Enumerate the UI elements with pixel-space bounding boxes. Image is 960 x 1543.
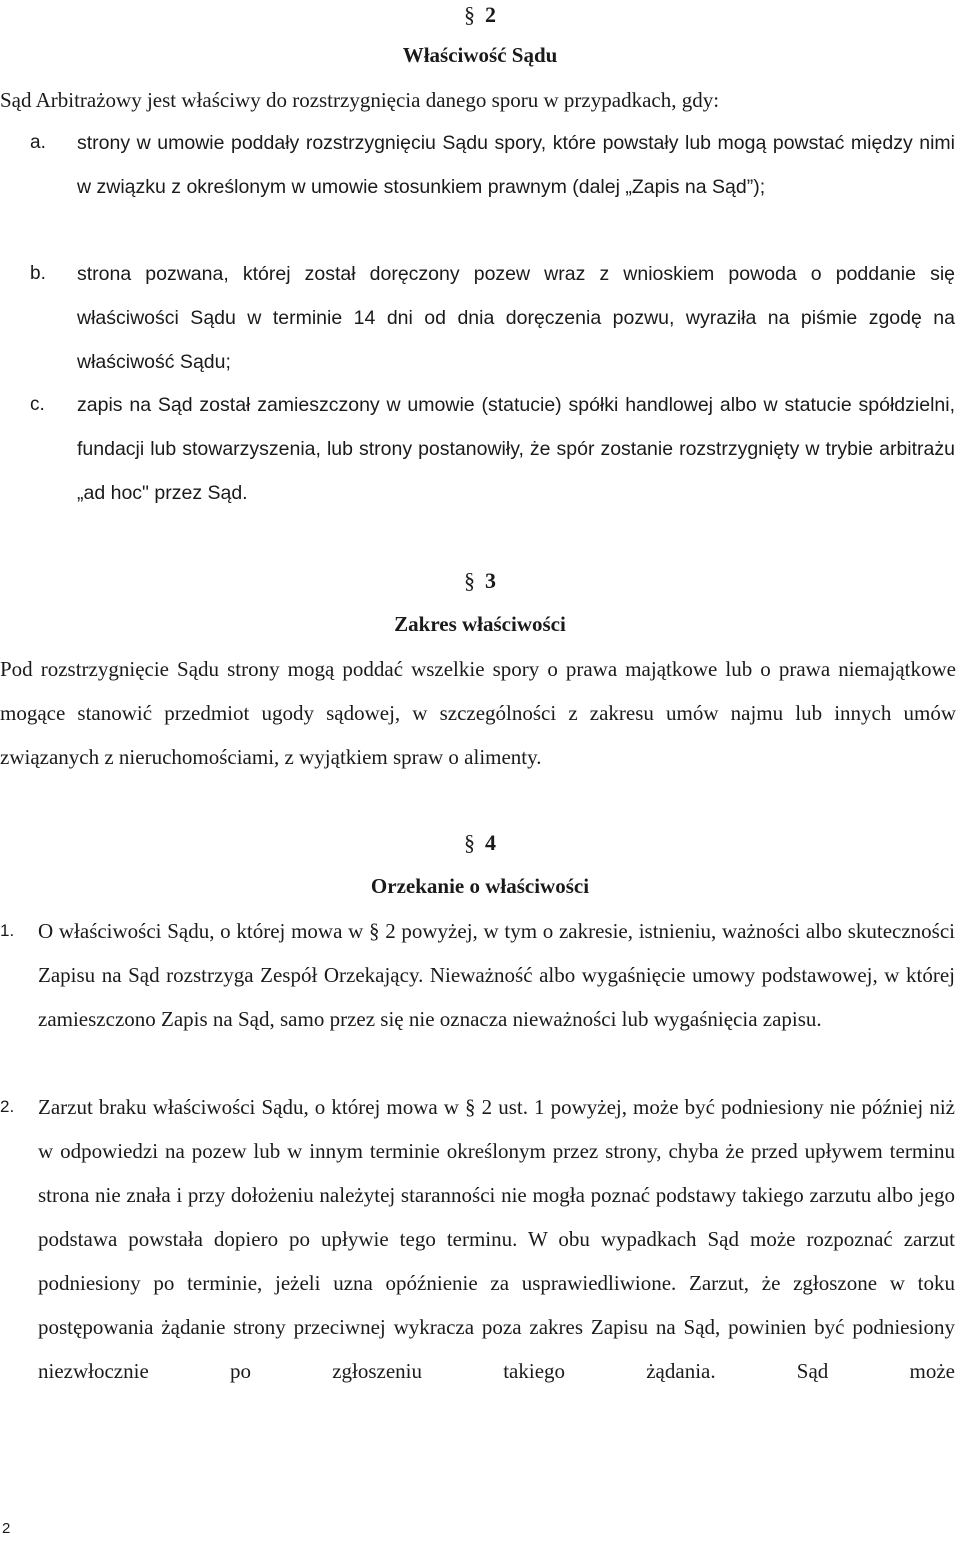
section-2-heading (0, 0, 960, 30)
list-marker: 2. (0, 1097, 15, 1116)
section-symbol: § (464, 830, 475, 855)
section-4-title: Orzekanie o właściwości (370, 874, 590, 898)
list-marker: b. (30, 263, 46, 284)
list-item-text: strony w umowie poddały rozstrzygnięciu Sądu spory, które powstały lub mogą powstać między nimi w związku z określonym w umowie stosunkiem prawnym (dalej „Zapis na Sąd”); (77, 132, 955, 198)
list-item-text: zapis na Sąd został zamieszczony w umowie (statucie) spółki handlowej albo w statucie spółdzielni, fundacji lub stowarzyszenia, lub strony postanowiły, że spór zostanie rozstrzygnięty w trybie arbitrażu „ad hoc" przez Sąd. (77, 394, 955, 504)
section-3-heading (0, 566, 960, 596)
list-item-text: Zarzut braku właściwości Sądu, o której mowa w § 2 ust. 1 powyżej, może być podniesiony nie później niż w odpowiedzi na pozew lub w innym terminie określonym przez strony, chyba że przed upływem terminu strona nie znała i przy dołożeniu należytej staranności nie mogła poznać podstawy takiego zarzutu albo jego podstawa powstała dopiero po upływie tego terminu. W obu wypadkach Sąd może rozpoznać zarzut podniesiony po terminie, jeżeli uzna opóźnienie za usprawiedliwione. Zarzut, że zgłoszone w toku postępowania żądanie strony przeciwnej wykracza poza zakres Zapisu na Sąd, powinien być podniesiony niezwłocznie po zgłoszeniu takiego żądania. Sąd może (38, 1095, 955, 1383)
list-marker: c. (30, 394, 45, 415)
section-symbol: § (464, 2, 475, 27)
list-item-text: O właściwości Sądu, o której mowa w § 2 powyżej, w tym o zakresie, istnieniu, ważności albo skuteczności Zapisu na Sąd rozstrzyga Zespół Orzekający. Nieważność albo wygaśnięcie umowy podstawowej, w której zamieszczono Zapis na Sąd, samo przez się nie oznacza nieważności lub wygaśnięcia zapisu. (38, 919, 955, 1031)
section-number: 4 (485, 830, 496, 855)
list-marker: a. (30, 132, 46, 153)
section-2-title: Właściwość Sądu (402, 43, 558, 67)
section-number: 3 (485, 568, 496, 593)
section-2-intro: Sąd Arbitrażowy jest właściwy do rozstrzygnięcia danego sporu w przypadkach, gdy: (0, 88, 720, 112)
list-item-text: strona pozwana, której został doręczony pozew wraz z wnioskiem powoda o poddanie się właściwości Sądu w terminie 14 dni od dnia doręczenia pozwu, wyraziła na piśmie zgodę na właściwość Sądu; (77, 263, 955, 373)
page-number: 2 (2, 1520, 11, 1537)
section-3-body: Pod rozstrzygnięcie Sądu strony mogą poddać wszelkie spory o prawa majątkowe lub o prawa niemajątkowe mogące stanowić przedmiot ugody sądowej, w szczególności z zakresu umów najmu lub innych umów związanych z nieruchomościami, z wyjątkiem spraw o alimenty. (0, 657, 956, 769)
list-marker: 1. (0, 921, 15, 940)
section-4-heading (0, 828, 960, 858)
section-number: 2 (485, 2, 496, 27)
section-3-title: Zakres właściwości (394, 612, 566, 636)
section-symbol: § (464, 568, 475, 593)
